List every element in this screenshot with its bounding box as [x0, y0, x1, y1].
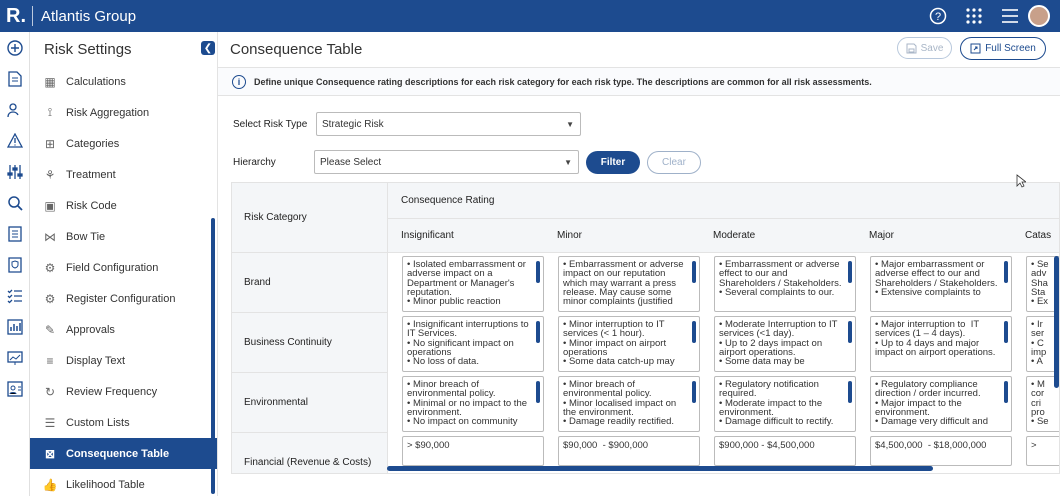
textarea-scrollbar[interactable] — [1004, 261, 1008, 283]
info-banner — [218, 68, 1060, 96]
full-screen-button[interactable] — [960, 37, 1046, 60]
description-text: > — [1031, 440, 1037, 451]
description-text: • Ir ser • C imp • A — [1031, 319, 1047, 368]
dropdown-caret-icon: ▼ — [566, 120, 574, 129]
table-icon: ⊠ — [44, 446, 56, 461]
risk-category-header: Risk Category — [232, 183, 388, 253]
app-logo[interactable]: R. — [6, 4, 26, 27]
categories-icon: ⊞ — [44, 136, 56, 151]
sidebar-title: Risk Settings — [44, 40, 132, 58]
sidebar-item-display-text[interactable] — [30, 345, 217, 376]
sidebar-item-risk-code[interactable] — [30, 190, 217, 221]
full-screen-label: Full Screen — [985, 43, 1036, 54]
text-icon: ≡ — [46, 353, 54, 368]
sidebar-item-custom-lists[interactable] — [30, 407, 217, 438]
sidebar-item-label: Custom Lists — [66, 416, 130, 429]
textarea-scrollbar[interactable] — [692, 381, 696, 403]
sidebar-item-label: Bow Tie — [66, 230, 106, 243]
risk-type-label: Select Risk Type — [233, 118, 308, 130]
document-icon[interactable] — [0, 63, 30, 94]
app-title: Atlantis Group — [41, 7, 137, 25]
risk-type-select[interactable] — [316, 112, 581, 136]
description-textarea[interactable] — [1026, 436, 1060, 466]
register-icon: ⚙ — [44, 291, 56, 306]
info-text: Define unique Consequence rating descriptions for each risk category for each risk type. The descriptions are common for all risk assessments. — [254, 76, 872, 87]
sidebar-item-field-configuration[interactable] — [30, 252, 217, 283]
dropdown-caret-icon: ▼ — [564, 158, 572, 167]
textarea-scrollbar[interactable] — [1004, 381, 1008, 403]
textarea-scrollbar[interactable] — [536, 321, 540, 343]
level-header: Moderate — [700, 219, 856, 253]
description-text: $4,500,000 - $18,000,000 — [875, 440, 987, 451]
filter-button[interactable]: Filter — [586, 151, 640, 174]
description-text: > $90,000 — [407, 440, 450, 451]
page-title: Consequence Table — [230, 41, 363, 58]
description-text: • Major embarrassment or adverse effect to our and Shareholders / Stakeholders. • Extensive complaints to — [875, 259, 998, 298]
description-textarea[interactable] — [870, 436, 1012, 466]
level-header: Insignificant — [388, 219, 544, 253]
bowtie-icon: ⋈ — [44, 229, 56, 244]
description-textarea[interactable] — [558, 256, 700, 312]
collapse-sidebar-button[interactable] — [201, 41, 215, 55]
description-textarea[interactable] — [402, 316, 544, 372]
level-header: Major — [856, 219, 1012, 253]
description-textarea[interactable] — [714, 436, 856, 466]
sidebar-item-categories[interactable] — [30, 128, 217, 159]
help-icon[interactable] — [920, 0, 956, 32]
textarea-scrollbar[interactable] — [848, 261, 852, 283]
sliders-icon[interactable] — [0, 156, 30, 187]
calculator-icon: ▦ — [44, 74, 56, 89]
sidebar-item-treatment[interactable] — [30, 159, 217, 190]
menu-icon[interactable] — [992, 0, 1028, 32]
description-text: • Moderate Interruption to IT services (<1 day). • Up to 2 days impact on airport operations. • Some data may be — [719, 319, 838, 368]
sidebar-item-label: Calculations — [66, 75, 126, 88]
description-text: $90,000 - $900,000 — [563, 440, 649, 451]
consequence-grid — [231, 182, 1060, 474]
description-textarea[interactable] — [714, 376, 856, 432]
description-textarea[interactable] — [558, 316, 700, 372]
sidebar-item-label: Risk Code — [66, 199, 117, 212]
description-textarea[interactable] — [402, 376, 544, 432]
description-text: • Insignificant interruptions to IT Services. • No significant impact on operations • No loss of data. — [407, 319, 529, 368]
user-edit-icon[interactable] — [0, 94, 30, 125]
treatment-icon: ⚘ — [44, 167, 56, 182]
level-header: Minor — [544, 219, 700, 253]
sidebar-item-bow-tie[interactable] — [30, 221, 217, 252]
description-text: • Minor breach of environmental policy. • Minimal or no impact to the environment. • No impact on community — [407, 379, 528, 428]
sidebar-item-label: Review Frequency — [66, 385, 158, 398]
sidebar-item-register-configuration[interactable] — [30, 283, 217, 314]
plus-circle-icon[interactable] — [0, 32, 30, 63]
logo-divider — [32, 6, 33, 26]
save-icon — [906, 43, 917, 54]
expand-icon — [970, 43, 981, 54]
apps-grid-icon[interactable] — [956, 0, 992, 32]
sidebar-item-label: Risk Aggregation — [66, 106, 150, 119]
checklist-icon[interactable] — [0, 280, 30, 311]
top-bar — [0, 0, 1060, 32]
row-category-label: Business Continuity — [232, 313, 388, 373]
thumb-icon: 👍 — [42, 477, 58, 492]
description-textarea[interactable] — [870, 316, 1012, 372]
textarea-scrollbar[interactable] — [536, 381, 540, 403]
row-category-label: Environmental — [232, 373, 388, 433]
sidebar-item-calculations[interactable] — [30, 66, 217, 97]
save-label: Save — [920, 42, 944, 54]
description-text: • Isolated embarrassment or adverse impact on a Department or Manager's reputation. • Minor public reaction — [407, 259, 526, 308]
horizontal-scrollbar[interactable] — [387, 466, 933, 471]
mouse-cursor-icon — [1016, 174, 1026, 188]
sidebar-item-label: Field Configuration — [66, 261, 159, 274]
approvals-icon: ✎ — [44, 322, 56, 337]
sidebar-item-label: Approvals — [66, 323, 115, 336]
gear-icon: ⚙ — [44, 260, 56, 275]
description-text: • Embarrassment or adverse effect to our and Shareholders / Stakeholders. • Several complaints to our. — [719, 259, 842, 298]
description-textarea[interactable] — [870, 376, 1012, 432]
description-text: • Regulatory notification required. • Moderate impact to the environment. • Damage difficult to rectify. — [719, 379, 834, 428]
review-icon: ↻ — [44, 384, 56, 399]
risk-type-value: Strategic Risk — [322, 118, 384, 130]
textarea-scrollbar[interactable] — [692, 321, 696, 343]
report-icon[interactable] — [0, 218, 30, 249]
info-icon: i — [232, 75, 246, 89]
textarea-scrollbar[interactable] — [692, 261, 696, 283]
sidebar-item-label: Likelihood Table — [66, 478, 145, 491]
presentation-icon[interactable] — [0, 342, 30, 373]
description-textarea[interactable] — [402, 436, 544, 466]
description-text: • M cor cri pro • Se — [1031, 379, 1049, 428]
textarea-scrollbar[interactable] — [848, 321, 852, 343]
sidebar-item-risk-aggregation[interactable] — [30, 97, 217, 128]
clear-button[interactable]: Clear — [647, 151, 701, 174]
textarea-scrollbar[interactable] — [1004, 321, 1008, 343]
textarea-scrollbar[interactable] — [536, 261, 540, 283]
sidebar-item-consequence-table[interactable] — [30, 438, 217, 469]
description-textarea[interactable] — [870, 256, 1012, 312]
sidebar-item-likelihood-table[interactable] — [30, 469, 217, 500]
sidebar-item-label: Consequence Table — [66, 447, 170, 460]
description-text: • Embarrassment or adverse impact on our reputation which may warrant a press release. May cause some minor complaints (justified — [563, 259, 687, 308]
description-textarea[interactable] — [714, 256, 856, 312]
consequence-rating-header: Consequence Rating — [388, 183, 1060, 219]
main-content — [218, 32, 1060, 496]
description-text: • Major interruption to IT services (1 – 4 days). • Up to 4 days and major impact on airport operations. — [875, 319, 996, 358]
chart-icon[interactable] — [0, 311, 30, 342]
code-icon: ▣ — [44, 198, 56, 213]
description-text: • Minor interruption to IT services (< 1 hour). • Minor impact on airport operations • Some data catch-up may — [563, 319, 675, 368]
sidebar-item-label: Display Text — [66, 354, 126, 367]
textarea-scrollbar[interactable] — [848, 381, 852, 403]
sidebar-item-review-frequency[interactable] — [30, 376, 217, 407]
description-textarea[interactable] — [714, 316, 856, 372]
sidebar-item-label: Treatment — [66, 168, 116, 181]
sidebar-scrollbar[interactable] — [211, 218, 215, 494]
id-card-icon[interactable] — [0, 373, 30, 404]
shield-doc-icon[interactable] — [0, 249, 30, 280]
sidebar-item-label: Register Configuration — [66, 292, 176, 305]
chevron-left-icon: ❮ — [203, 42, 213, 54]
user-avatar[interactable] — [1028, 5, 1050, 27]
save-button[interactable] — [897, 37, 952, 59]
level-header: Catas — [1012, 219, 1060, 253]
description-text: • Minor breach of environmental policy. • Minor localised impact on the environment. • Damage readily rectified. — [563, 379, 677, 428]
icon-rail — [0, 32, 30, 496]
svg-text:?: ? — [934, 11, 942, 23]
description-textarea[interactable] — [558, 436, 700, 466]
search-icon[interactable] — [0, 187, 30, 218]
sidebar-item-approvals[interactable] — [30, 314, 217, 345]
vertical-scrollbar[interactable] — [1054, 256, 1059, 388]
row-category-label: Financial (Revenue & Costs) — [232, 433, 388, 474]
description-text: • Regulatory compliance direction / order incurred. • Major impact to the environment. • Damage very difficult and — [875, 379, 988, 428]
warning-icon[interactable] — [0, 125, 30, 156]
row-category-label: Brand — [232, 253, 388, 313]
description-textarea[interactable] — [402, 256, 544, 312]
settings-sidebar — [30, 32, 218, 496]
sidebar-item-label: Categories — [66, 137, 120, 150]
hierarchy-select[interactable] — [314, 150, 579, 174]
description-text: • Se adv Sha Sta • Ex — [1031, 259, 1049, 308]
hierarchy-label: Hierarchy — [233, 156, 276, 168]
description-textarea[interactable] — [558, 376, 700, 432]
list-icon: ☰ — [44, 415, 56, 430]
description-text: $900,000 - $4,500,000 — [719, 440, 815, 451]
aggregation-icon: ⟟ — [47, 105, 53, 119]
hierarchy-value: Please Select — [320, 156, 382, 168]
